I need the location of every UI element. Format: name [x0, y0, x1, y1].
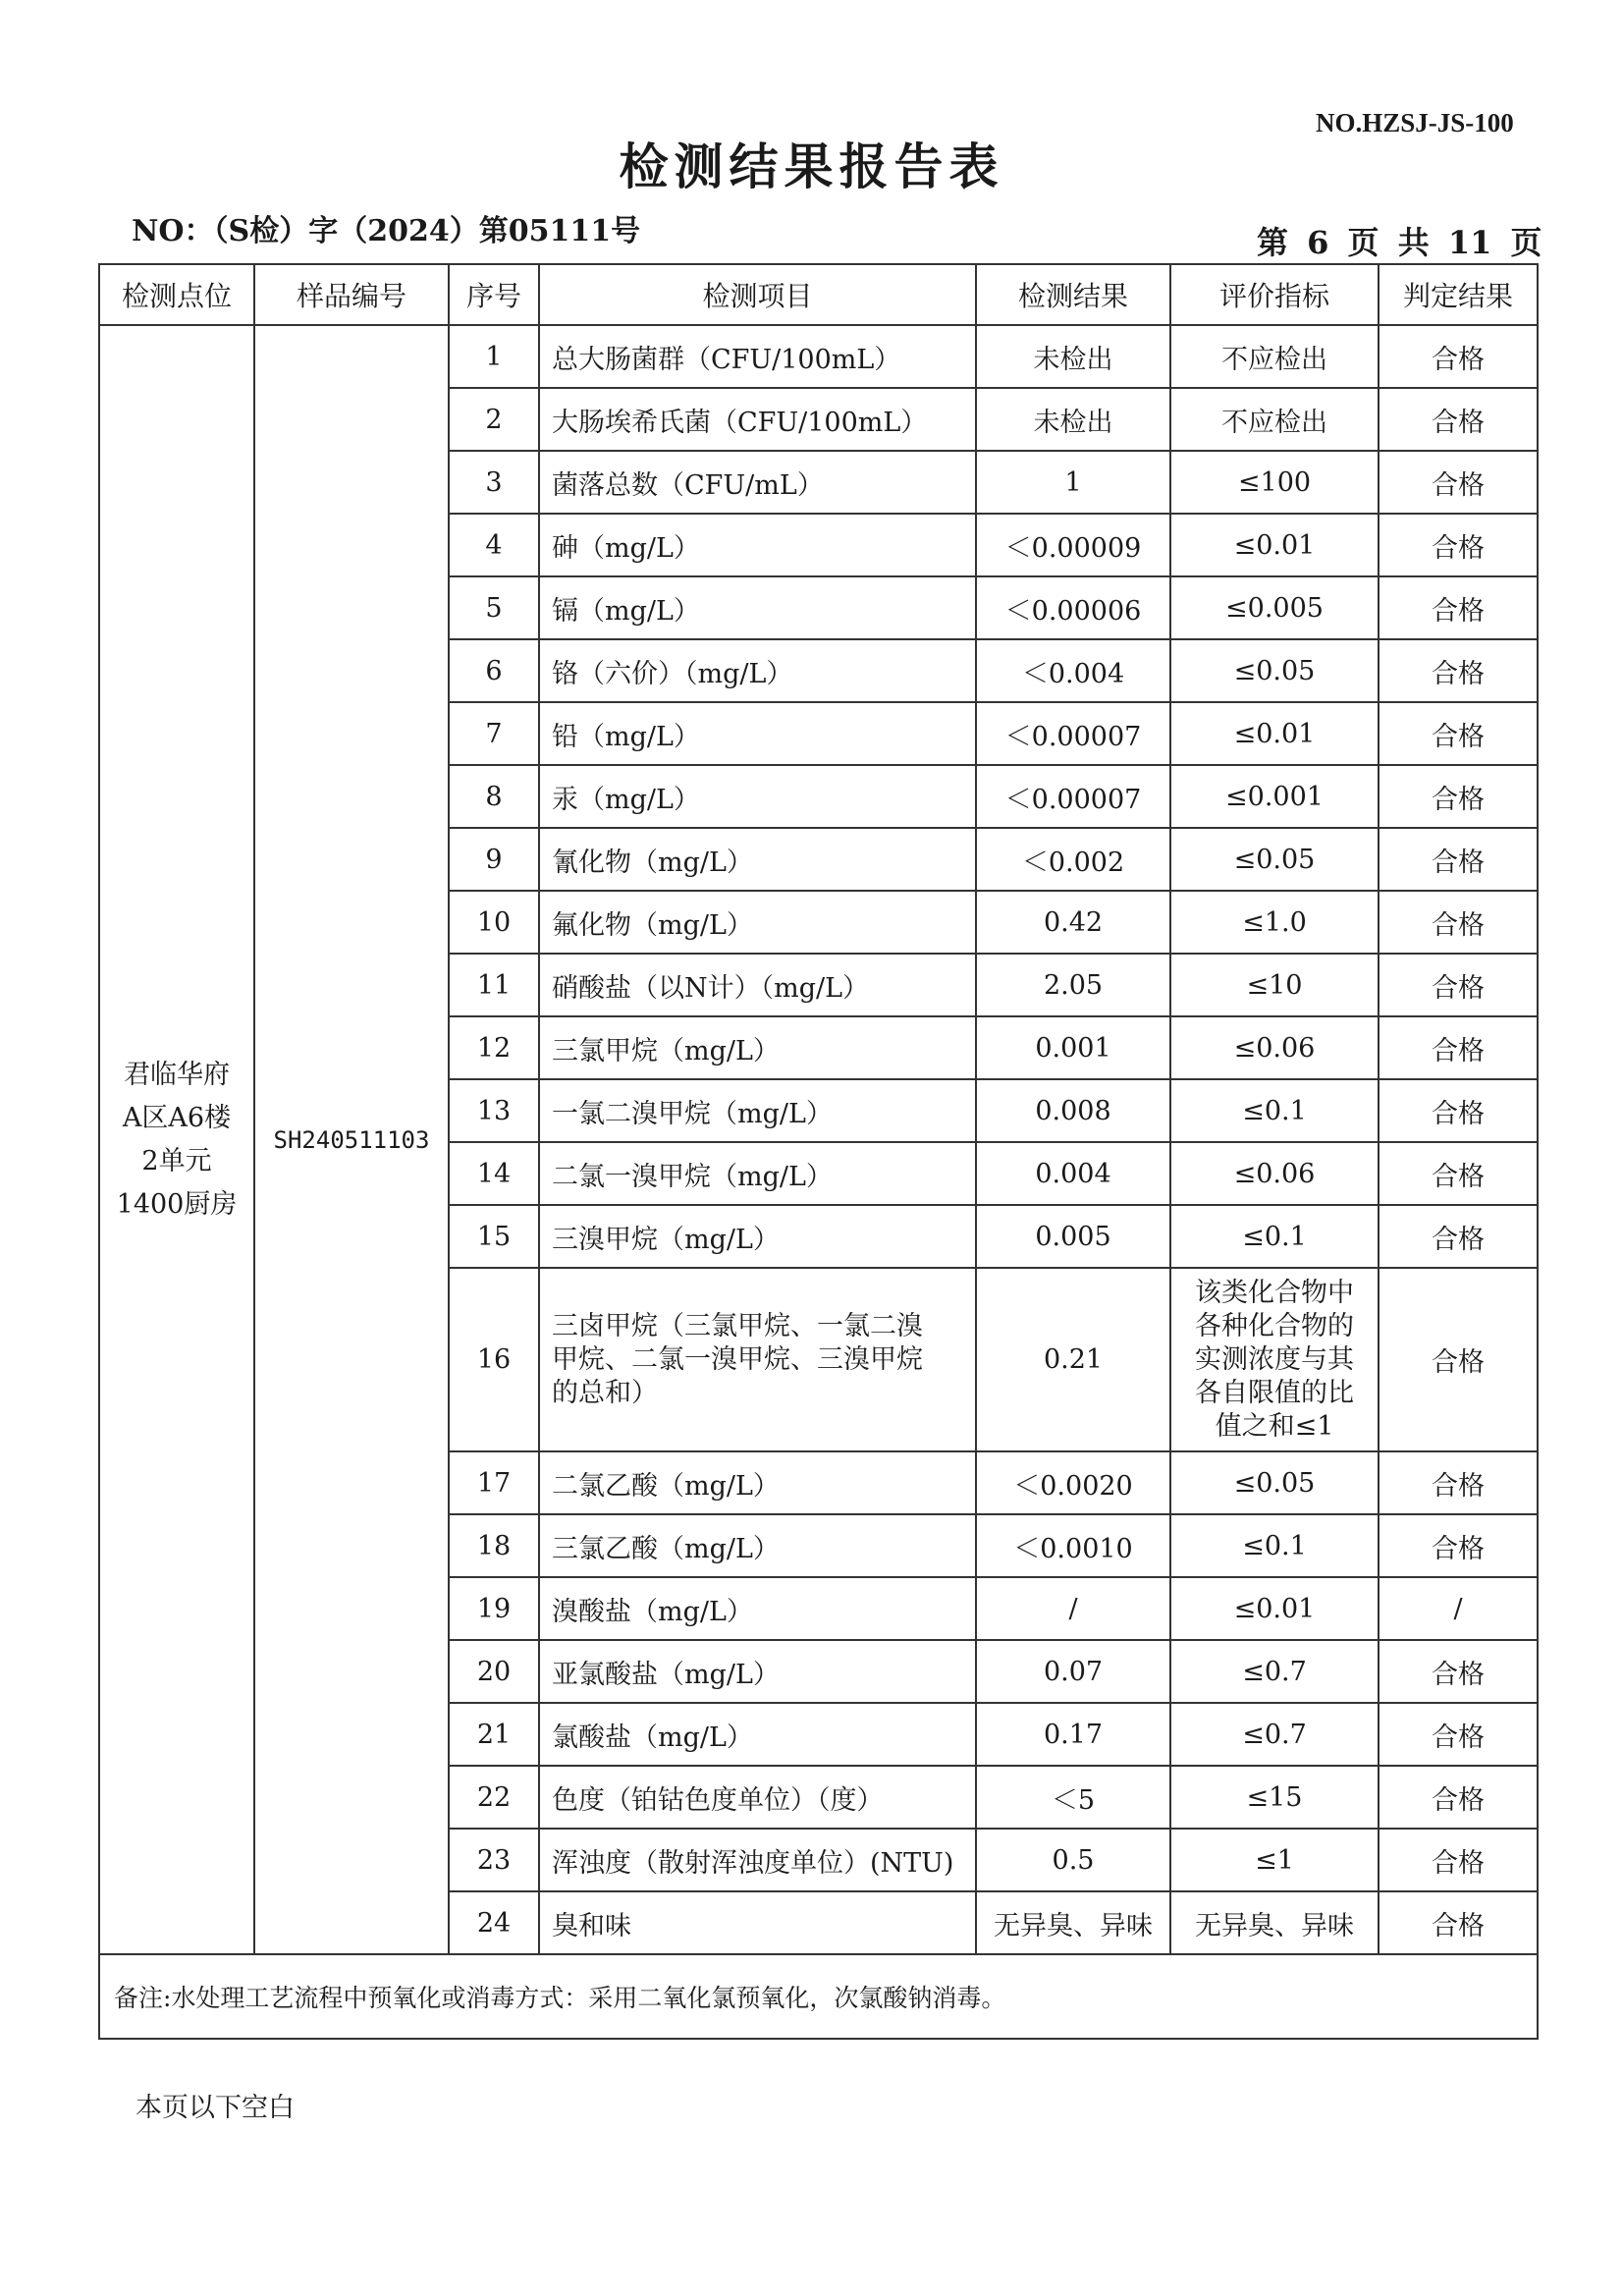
document-code: NO.HZSJ-JS-100 [1316, 108, 1514, 137]
blank-page-note: 本页以下空白 [135, 2093, 295, 2123]
criterion-cell: ≤0.1 [1170, 1079, 1379, 1142]
test-item-cell: 浑浊度（散射浑浊度单位）(NTU) [539, 1829, 976, 1891]
result-cell: 2.05 [976, 954, 1170, 1016]
criterion-cell: ≤0.7 [1170, 1703, 1379, 1766]
row-number-cell: 15 [449, 1205, 539, 1268]
criterion-cell: ≤0.01 [1170, 702, 1379, 765]
test-item-cell: 铬（六价）（mg/L） [539, 639, 976, 702]
verdict-cell: 合格 [1379, 1016, 1538, 1079]
test-item-line: 三卤甲烷（三氯甲烷、一氯二溴 [552, 1310, 923, 1341]
location-line: A区A6楼 [122, 1102, 232, 1133]
result-cell: 0.17 [976, 1703, 1170, 1766]
row-number-cell: 16 [449, 1268, 539, 1451]
test-item-cell: 三氯甲烷（mg/L） [539, 1016, 976, 1079]
row-number-cell: 2 [449, 388, 539, 451]
row-number-cell: 9 [449, 828, 539, 891]
test-item-cell: 氰化物（mg/L） [539, 828, 976, 891]
row-number-cell: 24 [449, 1891, 539, 1954]
verdict-cell: 合格 [1379, 1829, 1538, 1891]
test-item-line: 甲烷、二氯一溴甲烷、三溴甲烷 [552, 1343, 923, 1375]
table-header-row [99, 264, 1538, 325]
criterion-cell: ≤15 [1170, 1766, 1379, 1829]
test-item-cell: 氯酸盐（mg/L） [539, 1703, 976, 1766]
verdict-cell: 合格 [1379, 891, 1538, 954]
test-item-cell: 三氯乙酸（mg/L） [539, 1514, 976, 1577]
row-number-cell: 14 [449, 1142, 539, 1205]
test-item-cell: 三溴甲烷（mg/L） [539, 1205, 976, 1268]
criterion-cell: ≤0.1 [1170, 1514, 1379, 1577]
criterion-line: 该类化合物中 [1195, 1277, 1354, 1308]
test-item-cell: 氟化物（mg/L） [539, 891, 976, 954]
row-number-cell: 21 [449, 1703, 539, 1766]
verdict-cell: 合格 [1379, 451, 1538, 514]
verdict-cell: 合格 [1379, 1079, 1538, 1142]
row-number-cell: 3 [449, 451, 539, 514]
verdict-cell: 合格 [1379, 325, 1538, 388]
result-cell: ＜0.004 [976, 639, 1170, 702]
column-header: 序号 [449, 264, 539, 325]
location-line: 2单元 [141, 1145, 212, 1176]
row-number-cell: 8 [449, 765, 539, 828]
row-number-cell: 11 [449, 954, 539, 1016]
test-item-cell: 色度（铂钴色度单位）（度） [539, 1766, 976, 1829]
row-number-cell: 13 [449, 1079, 539, 1142]
test-item-cell: 总大肠菌群（CFU/100mL） [539, 325, 976, 388]
verdict-cell: 合格 [1379, 1142, 1538, 1205]
column-header: 检测项目 [539, 264, 976, 325]
row-number-cell: 10 [449, 891, 539, 954]
criterion-cell: ≤0.06 [1170, 1142, 1379, 1205]
verdict-cell: 合格 [1379, 576, 1538, 639]
row-number-cell: 5 [449, 576, 539, 639]
verdict-cell: 合格 [1379, 702, 1538, 765]
row-number-cell: 1 [449, 325, 539, 388]
result-cell: ＜0.00009 [976, 514, 1170, 576]
page-title: 检测结果报告表 [619, 137, 1004, 195]
criterion-line: 实测浓度与其 [1195, 1343, 1354, 1375]
result-cell: 0.07 [976, 1640, 1170, 1703]
criterion-cell: ≤0.1 [1170, 1205, 1379, 1268]
criterion-line: 值之和≤1 [1215, 1410, 1334, 1442]
verdict-cell: 合格 [1379, 388, 1538, 451]
criterion-cell: ≤0.005 [1170, 576, 1379, 639]
verdict-cell: / [1379, 1577, 1538, 1640]
column-header: 检测结果 [976, 264, 1170, 325]
result-cell: 未检出 [976, 388, 1170, 451]
result-cell: ＜0.00007 [976, 702, 1170, 765]
column-header: 评价指标 [1170, 264, 1379, 325]
test-item-line: 的总和） [552, 1377, 658, 1408]
verdict-cell: 合格 [1379, 639, 1538, 702]
criterion-cell: 无异臭、异味 [1170, 1891, 1379, 1954]
criterion-cell: ≤0.01 [1170, 514, 1379, 576]
column-header: 判定结果 [1379, 264, 1538, 325]
criterion-cell: 不应检出 [1170, 388, 1379, 451]
criterion-cell: ≤1 [1170, 1829, 1379, 1891]
remark-text: 备注:水处理工艺流程中预氧化或消毒方式：采用二氧化氯预氧化，次氯酸钠消毒。 [99, 1954, 1538, 2039]
test-item-cell: 铅（mg/L） [539, 702, 976, 765]
test-item-cell: 汞（mg/L） [539, 765, 976, 828]
result-cell: 0.008 [976, 1079, 1170, 1142]
criterion-cell: ≤1.0 [1170, 891, 1379, 954]
result-cell: 0.21 [976, 1268, 1170, 1451]
result-cell: ＜5 [976, 1766, 1170, 1829]
verdict-cell: 合格 [1379, 1451, 1538, 1514]
criterion-cell: ≤0.7 [1170, 1640, 1379, 1703]
location-line: 君临华府 [124, 1059, 230, 1090]
row-number-cell: 20 [449, 1640, 539, 1703]
criterion-cell [1170, 1268, 1379, 1451]
page-indicator: 第 6 页 共 11 页 [1257, 224, 1542, 261]
criterion-cell: ≤0.05 [1170, 828, 1379, 891]
criterion-line: 各自限值的比 [1195, 1377, 1354, 1408]
test-item-cell: 亚氯酸盐（mg/L） [539, 1640, 976, 1703]
verdict-cell: 合格 [1379, 954, 1538, 1016]
verdict-cell: 合格 [1379, 1205, 1538, 1268]
verdict-cell: 合格 [1379, 1640, 1538, 1703]
column-header: 检测点位 [99, 264, 254, 325]
row-number-cell: 22 [449, 1766, 539, 1829]
result-cell: 未检出 [976, 325, 1170, 388]
row-number-cell: 7 [449, 702, 539, 765]
criterion-line: 各种化合物的 [1195, 1310, 1354, 1341]
test-item-cell: 溴酸盐（mg/L） [539, 1577, 976, 1640]
verdict-cell: 合格 [1379, 1891, 1538, 1954]
sample-id-cell: SH240511103 [254, 325, 449, 1954]
table-row [99, 325, 1538, 388]
result-cell: 0.42 [976, 891, 1170, 954]
test-item-cell: 硝酸盐（以N计）（mg/L） [539, 954, 976, 1016]
criterion-cell: ≤0.05 [1170, 639, 1379, 702]
verdict-cell: 合格 [1379, 1703, 1538, 1766]
verdict-cell: 合格 [1379, 1268, 1538, 1451]
test-item-cell: 砷（mg/L） [539, 514, 976, 576]
verdict-cell: 合格 [1379, 1514, 1538, 1577]
verdict-cell: 合格 [1379, 514, 1538, 576]
result-cell: 0.001 [976, 1016, 1170, 1079]
location-line: 1400厨房 [116, 1188, 238, 1220]
column-header: 样品编号 [254, 264, 449, 325]
criterion-cell: 不应检出 [1170, 325, 1379, 388]
criterion-cell: ≤0.06 [1170, 1016, 1379, 1079]
remark-row [99, 1954, 1538, 2039]
test-item-cell: 镉（mg/L） [539, 576, 976, 639]
report-number: NO：（S检）字（2024）第05111号 [132, 214, 641, 248]
test-item-cell: 臭和味 [539, 1891, 976, 1954]
criterion-cell: ≤0.05 [1170, 1451, 1379, 1514]
row-number-cell: 19 [449, 1577, 539, 1640]
criterion-cell: ≤100 [1170, 451, 1379, 514]
result-cell: ＜0.002 [976, 828, 1170, 891]
verdict-cell: 合格 [1379, 765, 1538, 828]
result-cell: 0.005 [976, 1205, 1170, 1268]
row-number-cell: 6 [449, 639, 539, 702]
result-cell: ＜0.00006 [976, 576, 1170, 639]
test-item-cell: 大肠埃希氏菌（CFU/100mL） [539, 388, 976, 451]
criterion-cell: ≤0.001 [1170, 765, 1379, 828]
test-item-cell: 菌落总数（CFU/mL） [539, 451, 976, 514]
test-item-cell: 二氯乙酸（mg/L） [539, 1451, 976, 1514]
result-cell: ＜0.0020 [976, 1451, 1170, 1514]
verdict-cell: 合格 [1379, 1766, 1538, 1829]
row-number-cell: 12 [449, 1016, 539, 1079]
test-item-cell: 一氯二溴甲烷（mg/L） [539, 1079, 976, 1142]
verdict-cell: 合格 [1379, 828, 1538, 891]
location-cell [99, 325, 254, 1954]
test-item-cell [539, 1268, 976, 1451]
row-number-cell: 4 [449, 514, 539, 576]
criterion-cell: ≤0.01 [1170, 1577, 1379, 1640]
result-cell: 无异臭、异味 [976, 1891, 1170, 1954]
criterion-cell: ≤10 [1170, 954, 1379, 1016]
row-number-cell: 17 [449, 1451, 539, 1514]
test-item-cell: 二氯一溴甲烷（mg/L） [539, 1142, 976, 1205]
result-cell: 1 [976, 451, 1170, 514]
result-cell: 0.004 [976, 1142, 1170, 1205]
result-cell: / [976, 1577, 1170, 1640]
row-number-cell: 18 [449, 1514, 539, 1577]
result-cell: ＜0.00007 [976, 765, 1170, 828]
result-cell: ＜0.0010 [976, 1514, 1170, 1577]
results-table [98, 263, 1539, 2040]
result-cell: 0.5 [976, 1829, 1170, 1891]
row-number-cell: 23 [449, 1829, 539, 1891]
